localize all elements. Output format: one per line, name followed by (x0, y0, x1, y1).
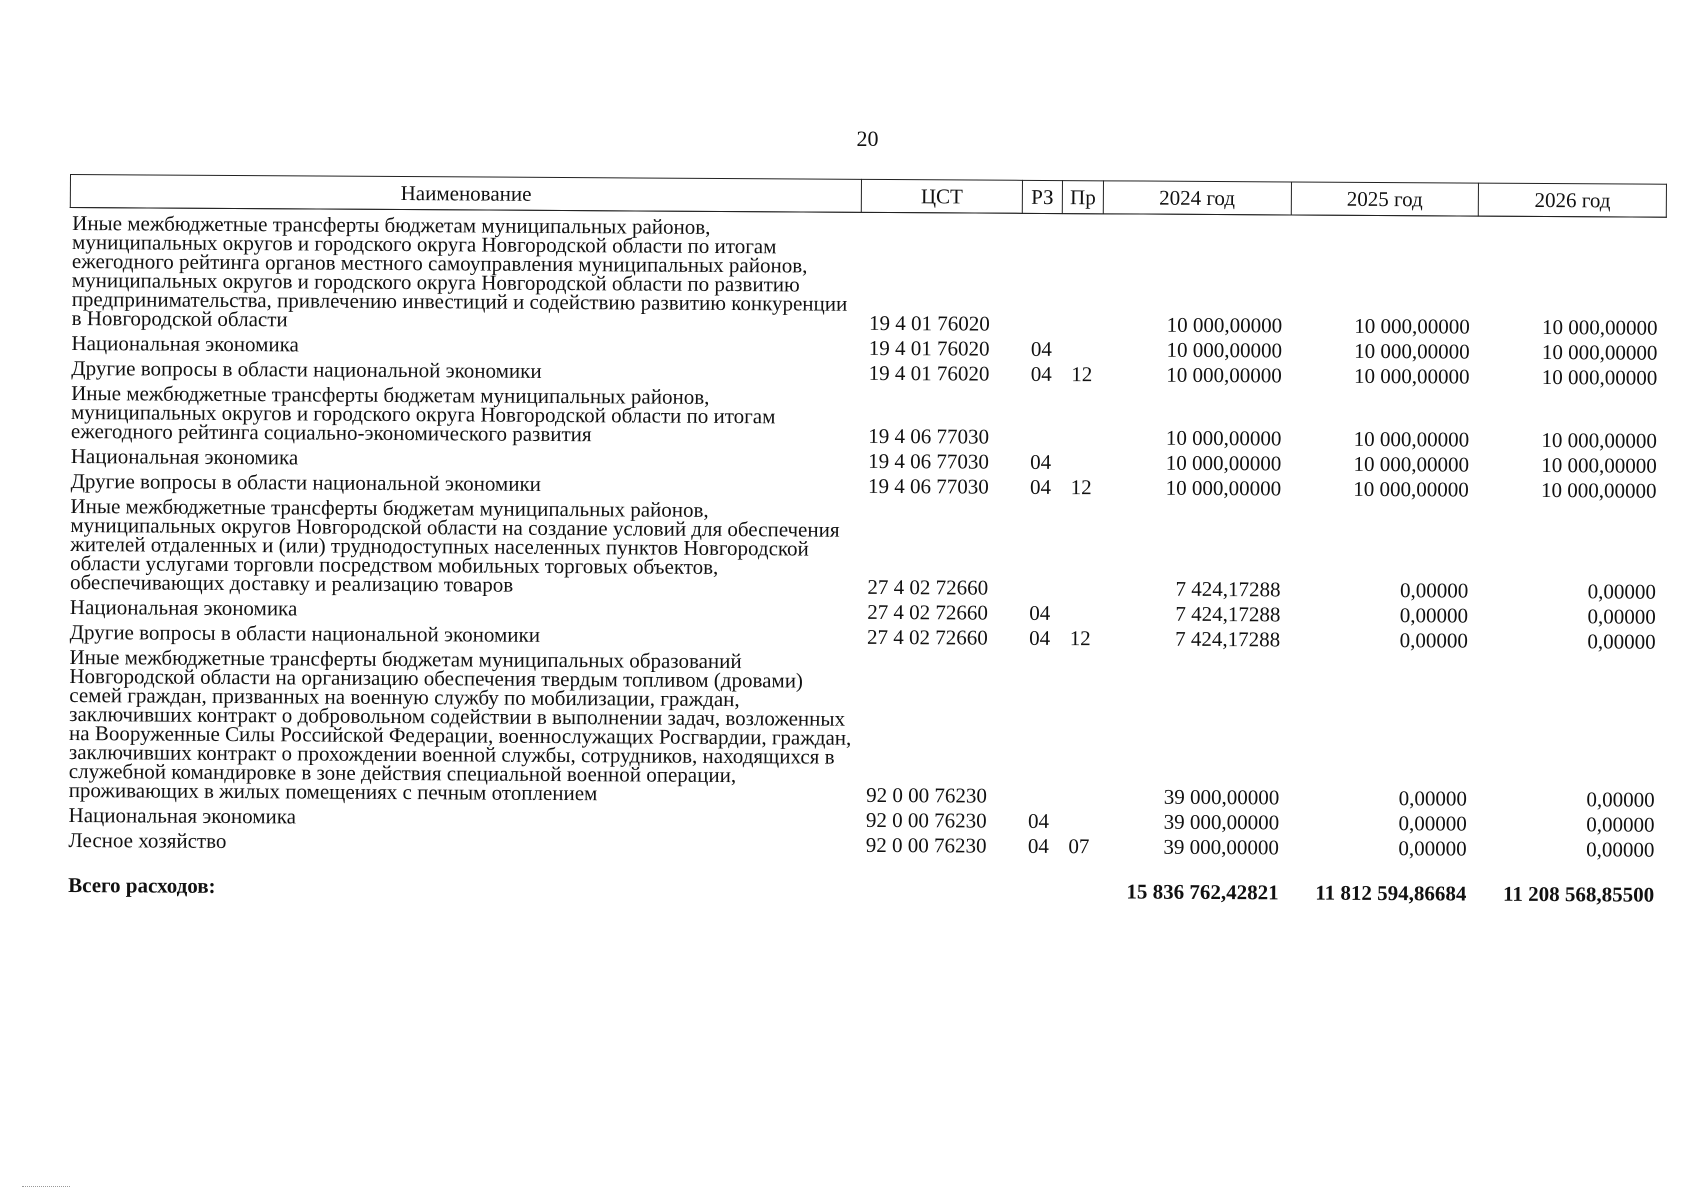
row-pr (1062, 214, 1103, 335)
row-rz: 04 (1027, 808, 1050, 833)
row-2024: 10 000,00000 (1166, 337, 1283, 363)
row-pr: 12 (1071, 362, 1093, 387)
header-pr: Пр (1063, 181, 1104, 214)
row-2024: 39 000,00000 (1163, 809, 1280, 835)
table-body (66, 208, 1666, 905)
row-pr (1059, 648, 1101, 806)
row-pr: 12 (1070, 475, 1092, 500)
row-2026: 0,00000 (1586, 787, 1655, 812)
row-name: Национальная экономика (69, 595, 298, 621)
row-2024: 10 000,00000 (1165, 450, 1282, 476)
row-2024: 10 000,00000 (1166, 362, 1282, 388)
row-2026: 10 000,00000 (1541, 339, 1658, 365)
row-name: Лесное хозяйство (68, 828, 227, 853)
row-cst: 19 4 06 77030 (867, 473, 989, 499)
row-2024: 39 000,00000 (1163, 784, 1280, 810)
row-2025: 0,00000 (1398, 811, 1467, 836)
row-2026: 10 000,00000 (1541, 364, 1658, 390)
row-2026: 10 000,00000 (1541, 427, 1657, 453)
budget-expenditure-table (66, 174, 1667, 905)
row-name: Другие вопросы в области национальной экономики (69, 620, 541, 647)
row-name: Иные межбюджетные трансферты бюджетам муниципальных районов, муниципальных округов Новгородской области на создание условий для обеспечения жителей отдаленных и (или) труднодоступных населенных пунктов Новгородской области услугами торговли посредством мобильных торговых объектов, обеспечивающих доставку и реализацию товаров (69, 494, 840, 597)
row-2025: 0,00000 (1398, 836, 1467, 861)
total-2026: 11 208 568,85500 (1502, 881, 1655, 907)
row-2026: 0,00000 (1587, 579, 1657, 604)
row-rz: 04 (1030, 361, 1052, 387)
row-cst: 27 4 02 72660 (867, 574, 989, 600)
row-rz: 04 (1029, 600, 1051, 625)
row-2024: 39 000,00000 (1163, 834, 1280, 860)
row-2025: 0,00000 (1399, 603, 1469, 628)
row-cst: 19 4 06 77030 (868, 423, 990, 449)
row-pr (1059, 806, 1100, 831)
table-row (69, 378, 1665, 451)
row-2024: 7 424,17288 (1175, 601, 1281, 627)
row-cst: 27 4 02 72660 (867, 599, 989, 625)
row-2025: 10 000,00000 (1353, 451, 1470, 477)
table-row (70, 208, 1667, 338)
header-year-2026: 2026 год (1479, 183, 1667, 217)
row-pr (1061, 447, 1102, 472)
row-rz (1021, 384, 1062, 447)
row-2025: 0,00000 (1398, 786, 1468, 811)
row-name: Другие вопросы в области национальной экономики (71, 356, 542, 383)
row-cst: 27 4 02 72660 (867, 624, 988, 650)
row-2026: 0,00000 (1586, 837, 1655, 862)
row-name: Национальная экономика (71, 331, 299, 357)
row-2024: 10 000,00000 (1165, 425, 1282, 451)
row-2026: 0,00000 (1586, 812, 1655, 837)
total-2025: 11 812 594,86684 (1315, 880, 1467, 906)
row-2026: 0,00000 (1587, 604, 1656, 629)
row-2026: 10 000,00000 (1541, 452, 1657, 478)
row-cst: 19 4 01 76020 (868, 360, 990, 386)
row-rz (1018, 648, 1060, 806)
row-cst: 19 4 01 76020 (868, 335, 990, 361)
header-rz: РЗ (1022, 180, 1063, 213)
row-2025: 0,00000 (1399, 628, 1468, 653)
page-number: 20 (856, 126, 879, 151)
total-2024: 15 836 762,42821 (1126, 879, 1279, 905)
row-cst: 92 0 00 76230 (866, 782, 987, 808)
row-pr (1061, 384, 1102, 447)
row-pr (1060, 598, 1101, 623)
row-2025: 10 000,00000 (1353, 363, 1470, 389)
row-rz: 04 (1027, 833, 1049, 858)
row-cst: 92 0 00 76230 (865, 832, 987, 858)
row-rz (1020, 497, 1061, 598)
row-cst: 92 0 00 76230 (865, 807, 987, 833)
row-2025: 10 000,00000 (1353, 426, 1470, 452)
row-pr: 07 (1068, 834, 1090, 859)
row-pr (1060, 497, 1101, 598)
row-2024: 7 424,17288 (1175, 576, 1281, 602)
scan-artifact (22, 1186, 70, 1187)
row-rz: 04 (1029, 625, 1051, 650)
row-name: Иные межбюджетные трансферты бюджетам муниципальных районов, муниципальных округов и городского округа Новгородской области по итогам ежегодного рейтинга социально-экономического развития (70, 381, 776, 447)
total-label: Всего расходов: (68, 873, 216, 898)
table-row (68, 491, 1665, 602)
row-2026: 0,00000 (1587, 629, 1656, 654)
row-2025: 10 000,00000 (1353, 476, 1469, 502)
row-name: Национальная экономика (68, 803, 297, 829)
table-row (67, 642, 1664, 810)
row-name: Иные межбюджетные трансферты бюджетам муниципальных образований Новгородской области на организацию обеспечения твердым топливом (дровами) семей граждан, призванных на военную службу по мобилизации, граждан, заключивших контракт о добровольном содействии в выполнении задач, возложенных на Вооруженные Силы Российской Федерации, военнослужащих Росгвардии, граждан, заключивших контракт о прохождении военной службы, сотрудников, находящихся в служебной командировке в зоне действия специальной военной операции, проживающих в жилых помещениях с печным отоплением (68, 645, 852, 806)
row-2025: 10 000,00000 (1354, 313, 1470, 339)
row-2025: 0,00000 (1399, 578, 1469, 603)
row-2026: 10 000,00000 (1542, 314, 1658, 340)
row-pr: 12 (1069, 626, 1091, 651)
row-2024: 10 000,00000 (1166, 312, 1283, 338)
header-year-2025: 2025 год (1291, 182, 1479, 216)
row-rz: 04 (1030, 449, 1052, 474)
header-year-2024: 2024 год (1103, 181, 1291, 215)
header-name: Наименование (70, 175, 862, 213)
row-name: Иные межбюджетные трансферты бюджетам муниципальных районов, муниципальных округов и городского округа Новгородской области по итогам ежегодного рейтинга органов местного самоуправления муниципальных районов, муниципальных округов и городского округа Новгородской области по развитию предпринимательства, привлечению инвестиций и содействию развитию конкуренции в Новгородской области (71, 211, 848, 332)
row-pr (1062, 334, 1103, 359)
row-2025: 10 000,00000 (1354, 338, 1470, 364)
row-cst: 19 4 01 76020 (868, 310, 990, 336)
row-cst: 19 4 06 77030 (868, 448, 989, 474)
row-2026: 10 000,00000 (1541, 477, 1657, 503)
header-cst: ЦСТ (862, 179, 1022, 213)
row-2024: 7 424,17288 (1175, 626, 1281, 652)
row-name: Национальная экономика (70, 444, 299, 470)
row-rz: 04 (1030, 336, 1052, 362)
row-name: Другие вопросы в области национальной экономики (70, 469, 542, 496)
row-2024: 10 000,00000 (1165, 475, 1282, 501)
row-rz: 04 (1030, 474, 1052, 499)
row-rz (1021, 213, 1062, 334)
